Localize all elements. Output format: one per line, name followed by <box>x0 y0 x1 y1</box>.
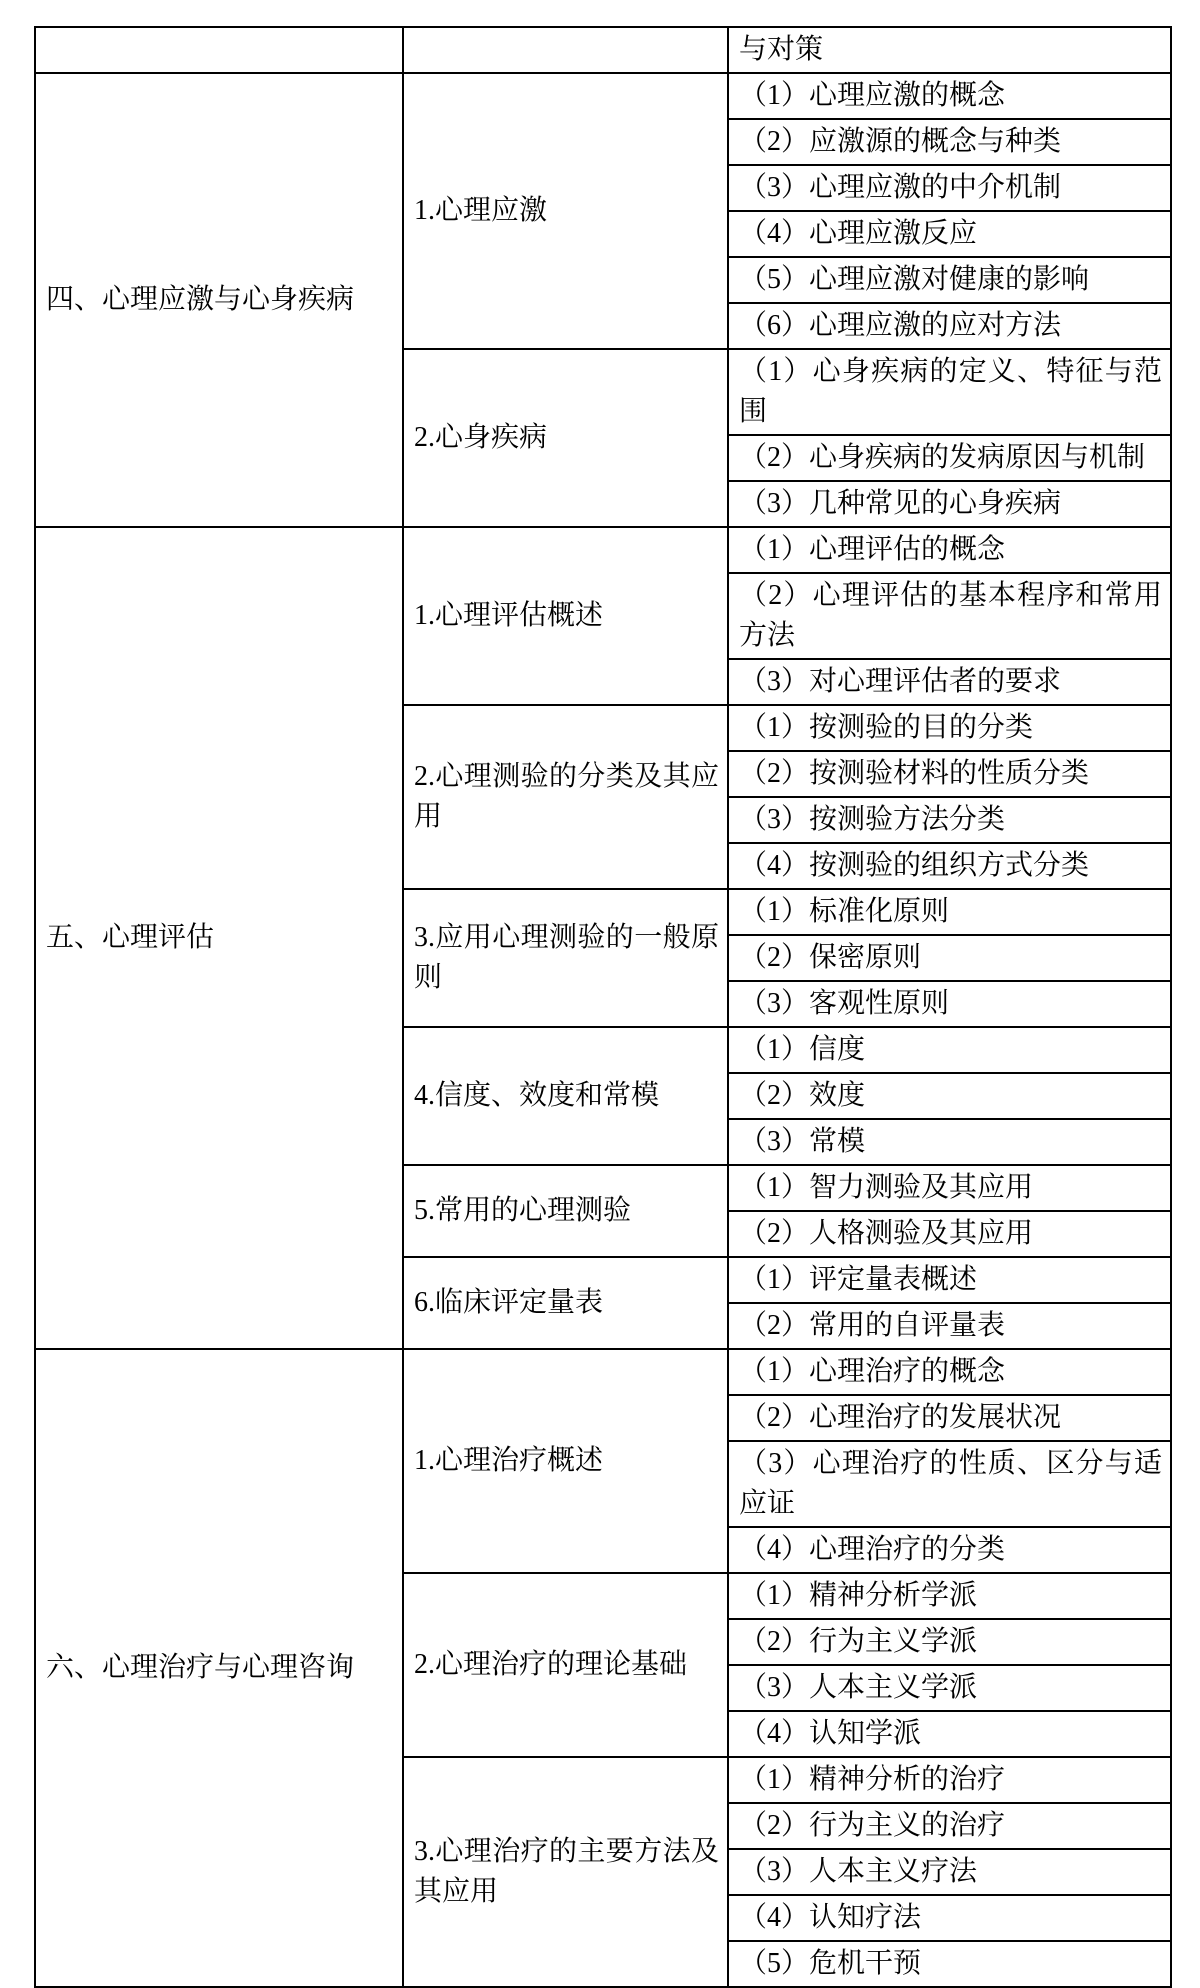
detail-item-cell: （2）人格测验及其应用 <box>728 1211 1171 1257</box>
detail-item-cell: （2）效度 <box>728 1073 1171 1119</box>
detail-item-cell: （5）危机干预 <box>728 1941 1171 1987</box>
detail-item-cell: （3）心理治疗的性质、区分与适应证 <box>728 1441 1171 1527</box>
detail-item-cell: （2）按测验材料的性质分类 <box>728 751 1171 797</box>
detail-item-cell: （3）人本主义学派 <box>728 1665 1171 1711</box>
detail-item-cell: （4）认知疗法 <box>728 1895 1171 1941</box>
table-row <box>35 527 1171 573</box>
subtopic-cell: 5.常用的心理测验 <box>403 1165 728 1257</box>
subtopic-cell: 1.心理应激 <box>403 73 728 349</box>
detail-item-cell: （3）几种常见的心身疾病 <box>728 481 1171 527</box>
detail-item-cell: （1）心理评估的概念 <box>728 527 1171 573</box>
continuation-text-cell: 与对策 <box>728 27 1171 73</box>
table-row <box>35 1349 1171 1395</box>
detail-item-cell: （2）常用的自评量表 <box>728 1303 1171 1349</box>
detail-item-cell: （4）心理应激反应 <box>728 211 1171 257</box>
detail-item-cell: （1）心理应激的概念 <box>728 73 1171 119</box>
detail-item-cell: （4）认知学派 <box>728 1711 1171 1757</box>
empty-unit-cell <box>35 27 403 73</box>
subtopic-cell: 4.信度、效度和常模 <box>403 1027 728 1165</box>
table-row <box>35 27 1171 73</box>
detail-item-cell: （4）心理治疗的分类 <box>728 1527 1171 1573</box>
empty-subtopic-cell <box>403 27 728 73</box>
detail-item-cell: （3）对心理评估者的要求 <box>728 659 1171 705</box>
detail-item-cell: （2）心身疾病的发病原因与机制 <box>728 435 1171 481</box>
detail-item-cell: （1）心理治疗的概念 <box>728 1349 1171 1395</box>
detail-item-cell: （1）信度 <box>728 1027 1171 1073</box>
subtopic-cell: 2.心身疾病 <box>403 349 728 527</box>
detail-item-cell: （4）按测验的组织方式分类 <box>728 843 1171 889</box>
detail-item-cell: （2）保密原则 <box>728 935 1171 981</box>
subtopic-cell: 3.应用心理测验的一般原则 <box>403 889 728 1027</box>
detail-item-cell: （3）常模 <box>728 1119 1171 1165</box>
table-row <box>35 73 1171 119</box>
detail-item-cell: （2）行为主义的治疗 <box>728 1803 1171 1849</box>
detail-item-cell: （1）按测验的目的分类 <box>728 705 1171 751</box>
detail-item-cell: （6）心理应激的应对方法 <box>728 303 1171 349</box>
section-title-cell: 六、心理治疗与心理咨询 <box>35 1349 403 1987</box>
detail-item-cell: （3）心理应激的中介机制 <box>728 165 1171 211</box>
subtopic-cell: 2.心理治疗的理论基础 <box>403 1573 728 1757</box>
detail-item-cell: （2）应激源的概念与种类 <box>728 119 1171 165</box>
detail-item-cell: （1）精神分析的治疗 <box>728 1757 1171 1803</box>
detail-item-cell: （1）心身疾病的定义、特征与范围 <box>728 349 1171 435</box>
detail-item-cell: （3）按测验方法分类 <box>728 797 1171 843</box>
subtopic-cell: 1.心理评估概述 <box>403 527 728 705</box>
detail-item-cell: （5）心理应激对健康的影响 <box>728 257 1171 303</box>
detail-item-cell: （1）智力测验及其应用 <box>728 1165 1171 1211</box>
subtopic-cell: 3.心理治疗的主要方法及其应用 <box>403 1757 728 1987</box>
detail-item-cell: （1）评定量表概述 <box>728 1257 1171 1303</box>
syllabus-table <box>34 26 1172 1988</box>
detail-item-cell: （3）客观性原则 <box>728 981 1171 1027</box>
detail-item-cell: （2）心理评估的基本程序和常用方法 <box>728 573 1171 659</box>
detail-item-cell: （3）人本主义疗法 <box>728 1849 1171 1895</box>
section-title-cell: 五、心理评估 <box>35 527 403 1349</box>
syllabus-table-body <box>35 27 1171 1987</box>
detail-item-cell: （1）标准化原则 <box>728 889 1171 935</box>
section-title-cell: 四、心理应激与心身疾病 <box>35 73 403 527</box>
detail-item-cell: （2）心理治疗的发展状况 <box>728 1395 1171 1441</box>
detail-item-cell: （2）行为主义学派 <box>728 1619 1171 1665</box>
subtopic-cell: 6.临床评定量表 <box>403 1257 728 1349</box>
subtopic-cell: 2.心理测验的分类及其应用 <box>403 705 728 889</box>
detail-item-cell: （1）精神分析学派 <box>728 1573 1171 1619</box>
subtopic-cell: 1.心理治疗概述 <box>403 1349 728 1573</box>
